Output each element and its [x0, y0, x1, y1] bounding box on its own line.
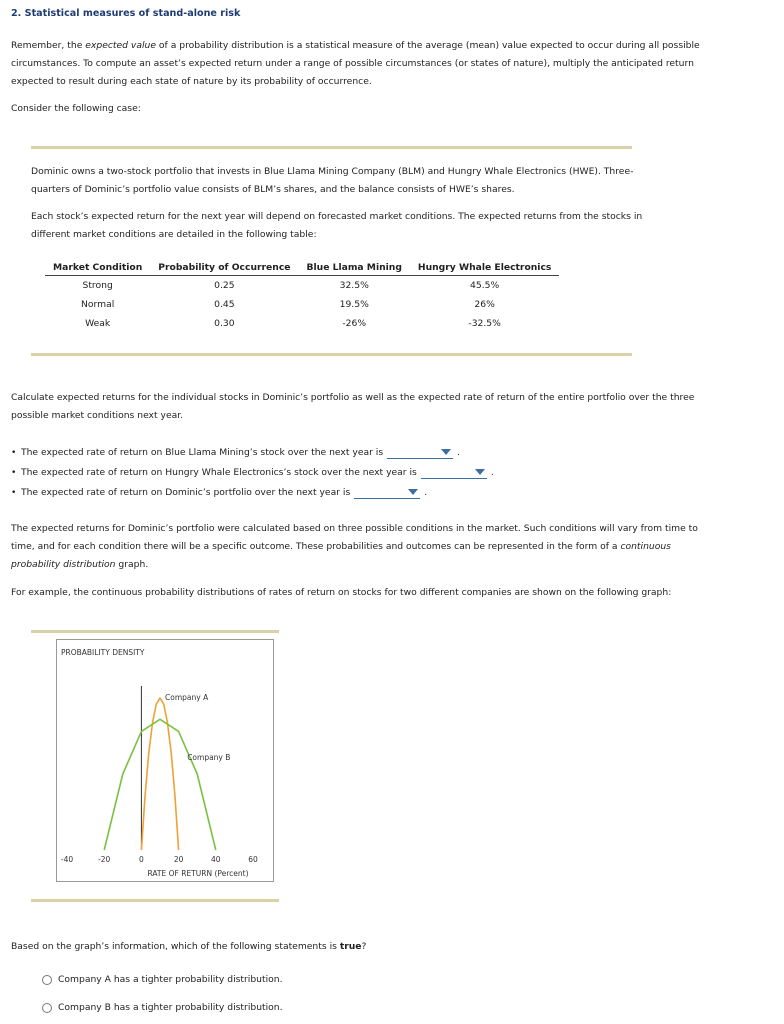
portfolio-return-dropdown[interactable]	[354, 486, 420, 499]
list-item	[11, 484, 494, 504]
blm-return-dropdown[interactable]	[387, 446, 453, 459]
option-label: Company A has a tighter probability distribution.	[58, 974, 283, 985]
case-paragraph-1: Dominic owns a two-stock portfolio that invests in Blue Llama Mining Company (BLM) and Hungry Whale Electronics (HWE). Three-quarters of Dominic’s portfolio value consists of BLM’s shares, and the balance consists of HWE’s shares.	[31, 166, 634, 195]
series-line-company-a	[141, 698, 178, 850]
bullet-icon: •	[11, 467, 17, 478]
section-title: 2. Statistical measures of stand-alone risk	[11, 8, 241, 19]
question-suffix: .	[424, 487, 428, 498]
header-probability: Probability of Occurrence	[150, 259, 298, 276]
header-hungry-whale: Hungry Whale Electronics	[410, 259, 559, 276]
divider	[31, 899, 279, 902]
intro-paragraph: Remember, the expected value of a probability distribution is a statistical measure of the average (mean) value expected to occur during all possible circumstances. To compute an asset’s expected return under a range of possible circumstances (or states of nature), multiply the anticipated return expected to result during each state of nature by its probability of occurrence.	[11, 40, 700, 87]
case-paragraph-2: Each stock’s expected return for the next year will depend on forecasted market conditions. The expected returns from the stocks in different market conditions are detailed in the following table:	[31, 211, 643, 240]
returns-table	[45, 259, 559, 333]
table-row	[45, 295, 559, 314]
question-suffix: .	[457, 447, 461, 458]
chevron-down-icon	[408, 489, 418, 495]
consider-label: Consider the following case:	[11, 103, 141, 114]
list-item	[11, 444, 494, 464]
option-label: Company B has a tighter probability distribution.	[58, 1002, 283, 1013]
series-label: Company A	[165, 693, 209, 702]
x-axis-label: RATE OF RETURN (Percent)	[147, 869, 249, 878]
option-company-a[interactable]	[42, 973, 283, 987]
table-row	[45, 276, 559, 296]
table-row	[45, 314, 559, 333]
header-blue-llama: Blue Llama Mining	[299, 259, 410, 276]
table-header-row	[45, 259, 559, 276]
x-tick-label: 40	[211, 855, 221, 864]
table-cell: 0.30	[214, 318, 235, 329]
header-market-condition: Market Condition	[45, 259, 150, 276]
table-cell: 32.5%	[339, 280, 369, 291]
series-label: Company B	[187, 753, 231, 762]
divider	[31, 630, 279, 633]
chevron-down-icon	[441, 449, 451, 455]
y-axis-label: PROBABILITY DENSITY	[61, 648, 145, 657]
question-list	[11, 444, 494, 504]
bullet-icon: •	[11, 447, 17, 458]
table-cell: -26%	[342, 318, 367, 329]
series-line-company-b	[104, 719, 216, 850]
table-cell: 19.5%	[339, 299, 369, 310]
x-tick-label: 0	[139, 855, 144, 864]
hwe-return-dropdown[interactable]	[421, 466, 487, 479]
divider	[31, 353, 632, 356]
table-cell: 45.5%	[470, 280, 500, 291]
x-tick-label: -20	[98, 855, 111, 864]
x-tick-label: 60	[248, 855, 258, 864]
question-suffix: .	[490, 467, 494, 478]
radio-button[interactable]	[42, 975, 52, 985]
question-prompt: Based on the graph’s information, which of the following statements is true?	[11, 941, 367, 952]
question-text: The expected rate of return on Hungry Whale Electronics’s stock over the next year is	[21, 467, 417, 478]
table-cell: Strong	[82, 280, 113, 291]
probability-chart	[56, 639, 274, 882]
table-cell: -32.5%	[468, 318, 501, 329]
table-cell: 0.25	[214, 280, 235, 291]
bullet-icon: •	[11, 487, 17, 498]
table-cell: 26%	[474, 299, 495, 310]
table-cell: 0.45	[214, 299, 235, 310]
example-paragraph: For example, the continuous probability distributions of rates of return on stocks for two different companies are shown on the following graph:	[11, 587, 672, 598]
question-text: The expected rate of return on Blue Llama Mining’s stock over the next year is	[21, 447, 384, 458]
chart-svg	[57, 640, 273, 881]
table-cell: Weak	[85, 318, 111, 329]
chevron-down-icon	[475, 469, 485, 475]
x-tick-label: -40	[60, 855, 74, 864]
table-cell: Normal	[81, 299, 115, 310]
list-item	[11, 464, 494, 484]
x-tick-label: 20	[173, 855, 184, 864]
divider	[31, 146, 632, 149]
radio-button[interactable]	[42, 1003, 52, 1013]
option-company-b[interactable]	[42, 1001, 283, 1015]
distribution-paragraph: The expected returns for Dominic’s portfolio were calculated based on three possible conditions in the market. Such conditions will vary from time to time, and for each condition there will be a specific outcome. These probabilities and outcomes can be represented in the form of a continuous probability distribution graph.	[11, 523, 698, 570]
question-text: The expected rate of return on Dominic’s portfolio over the next year is	[21, 487, 351, 498]
calculate-instructions: Calculate expected returns for the individual stocks in Dominic’s portfolio as well as the expected rate of return of the entire portfolio over the three possible market conditions next year.	[11, 392, 695, 421]
